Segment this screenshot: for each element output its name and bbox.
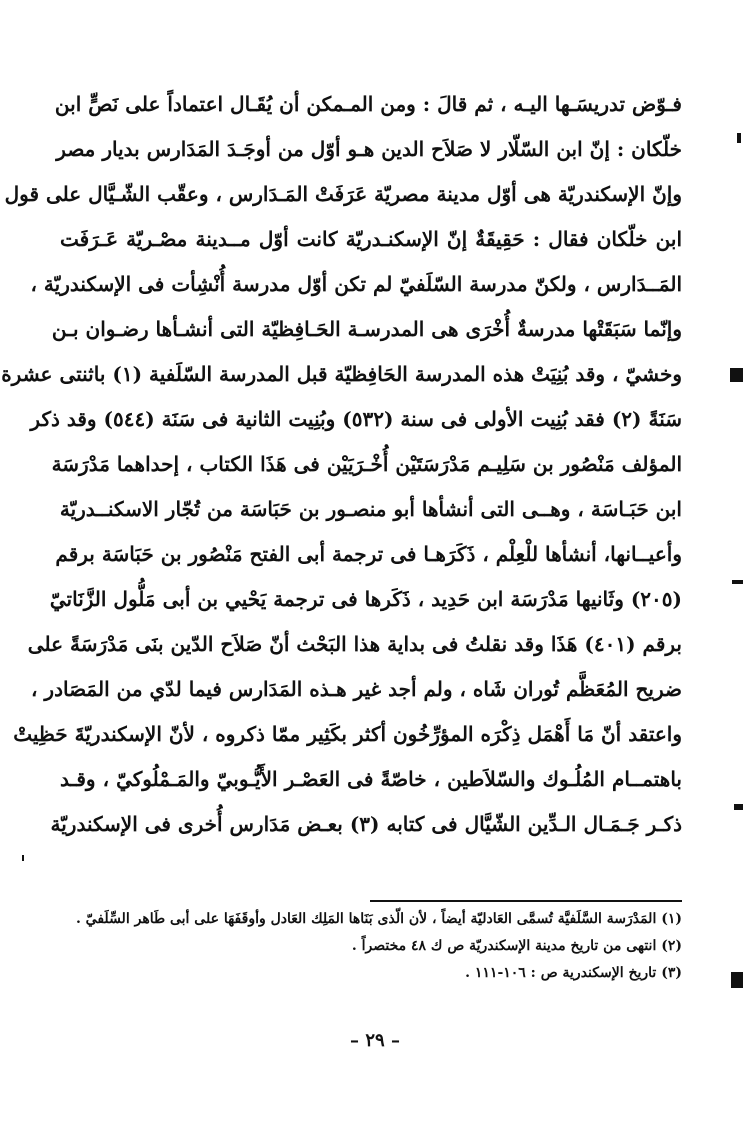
text-line: ضريح المُعَظَّم تُوران شَاه ، ولم أجد غير هـذه المَدَارس فيما لدّي من المَصَادر ،	[31, 677, 682, 701]
text-line: فـوّض تدريسَـها اليـه ، ثم قالَ : ومن المـمكن أن يُقَـال اعتماداً على نَصٍّ ابن	[54, 92, 682, 116]
scan-edge-mark	[731, 972, 743, 988]
text-line: باهتمــام المُلُـوك والسّلاَطين ، خاصّةً فى العَصْـر الأَيُّـوبيّ والمَـمْلُوكيّ ، وقـد	[60, 767, 682, 791]
footnote-separator	[370, 900, 682, 902]
text-line: سَنَةً (٢) فقد بُنِيت الأولى فى سنة (٥٣٢) وبُنِيت الثانية فى سَنَة (٥٤٤) وقد ذكر	[30, 407, 682, 431]
footnote: (٣) تاريخ الإسكندرية ص : ١٠٦-١١١ .	[465, 965, 682, 981]
text-line: ذكـر جَـمَـال الـدِّين الشّيَّال فى كتابه (٣) بعـض مَدَارس أُخرى فى الإسكندريّة	[50, 812, 682, 836]
text-line: (٢٠٥) وثَانيها مَدْرَسَة ابن حَدِيد ، ذَكَرها فى ترجمة يَحْيي بن أبى مَلُّول الزَّنَاتيّ	[49, 587, 682, 611]
scan-edge-mark	[737, 133, 741, 143]
footnotes-block	[60, 906, 682, 987]
text-line: وإنّما سَبَقَتْها مدرسةٌ أُخْرَى هى المدرسـة الحَـافِظيّة التى أنشـأها رضـوان بـن	[51, 317, 682, 341]
text-line: خلّكان : إنّ ابن السّلّار لا صَلاَح الدين هـو أوّل من أوجَـدَ المَدَارس بديار مصر	[56, 137, 682, 161]
text-line: وأعيــانها، أنشأها للْعِلْم ، ذَكَرَهـا فى ترجمة أبى الفتح مَنْصُور بن حَبَاسَة برقم	[55, 542, 682, 566]
text-line: وخشيّ ، وقد بُنِيَتْ هذه المدرسة الحَافِظيّة قبل المدرسة السّلَفية (١) باثنتى عشرة	[1, 362, 682, 386]
text-line: برقم (٤٠١) هَذَا وقد نقلتُ فى بداية هذا البَحْث أنّ صَلاَح الدّين بنَى مَدْرَسَةً على	[27, 632, 682, 656]
text-line: ابن حَبَـاسَة ، وهــى التى أنشأها أبو منصـور بن حَبَاسَة من تُجّار الاسكنــدريّة	[59, 497, 682, 521]
text-line: وإنّ الإسكندريّة هى أوّل مدينة مصريّة عَرَفَتْ المَـدَارس ، وعقّب الشّـيَّال على قول	[4, 182, 682, 206]
scan-edge-mark	[22, 855, 24, 861]
scan-edge-mark	[734, 804, 743, 810]
footnote: (٢) انتهى من تاريخ مدينة الإسكندريّة ص ك ٤٨ مختصراً .	[351, 938, 682, 954]
text-line: المَــدَارس ، ولكنّ مدرسة السّلَفيّ لم تكن أوّل مدرسة أُنْشِأت فى الإسكندريّة ،	[30, 272, 682, 296]
page-number: – ٢٩ –	[350, 1030, 400, 1051]
scan-edge-mark	[730, 368, 743, 382]
scan-edge-mark	[732, 580, 743, 584]
text-line: واعتقد أنّ مَا أَهْمَل ذِكْرَه المؤرِّخُون أكثر بكَثِير ممّا ذكروه ، لأنّ الإسكندريّةَ حَظِيتْ	[13, 722, 682, 746]
text-line: ابن خلّكان فقال : حَقِيقَةٌ إنّ الإسكنـدريّة كانت أوّل مــدينة مصْـريّة عَـرَفَت	[60, 227, 682, 251]
main-text-block	[1, 82, 682, 847]
text-line: المؤلف مَنْصُور بن سَلِيـم مَدْرَسَتَيْن أُخْـرَيَيْن فى هَذَا الكتاب ، إحداهما مَدْرَسَة	[51, 452, 682, 476]
footnote: (١) المَدْرَسة السَّلَفيَّة تُسمَّى العَادليّة أيضاً ، لأن الّذى بَنَاها المَلِك العَادل وأوقَفَهَا على أبى طَاهر السِّلَفيّ .	[75, 911, 682, 927]
